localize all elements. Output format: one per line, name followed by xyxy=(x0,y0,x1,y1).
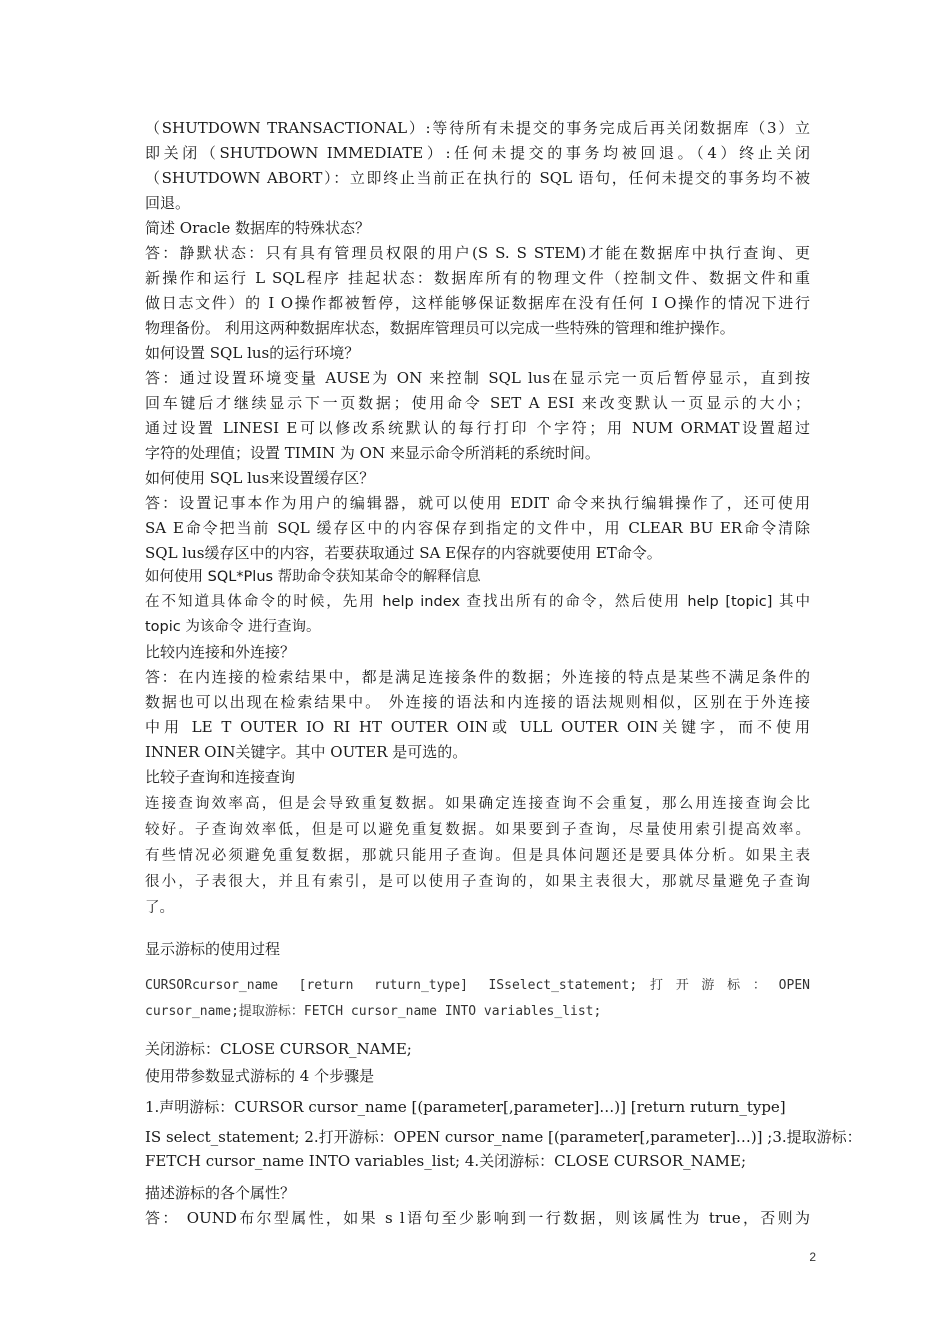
text-line: 新操作和运行 L SQL程序 挂起状态：数据库所有的物理文件（控制文件、数据文件和重 xyxy=(145,269,810,287)
question-heading: 简述 Oracle 数据库的特殊状态？ xyxy=(145,219,371,237)
text-line: FETCH cursor_name INTO variables_list; 4.关闭游标：CLOSE CURSOR_NAME; xyxy=(145,1152,746,1170)
question-heading: 显示游标的使用过程 xyxy=(145,940,281,958)
text-line: 即关闭（SHUTDOWN IMMEDIATE）:任何未提交的事务均被回退。（4）终止关闭 xyxy=(145,144,810,162)
text-line: 数据也可以出现在检索结果中。 外连接的语法和内连接的语法规则相似，区别在于外连接 xyxy=(145,693,810,711)
page-number: 2 xyxy=(809,1250,816,1264)
question-heading: 如何使用 SQL*Plus 帮助命令获知某命令的解释信息 xyxy=(145,569,481,585)
question-heading: 描述游标的各个属性？ xyxy=(145,1184,296,1202)
text-line: （SHUTDOWN TRANSACTIONAL）:等待所有未提交的事务完成后再关闭数据库（3）立 xyxy=(145,119,810,137)
text-line: 很小，子表很大，并且有索引，是可以使用子查询的，如果主表很大，那就尽量避免子查询 xyxy=(145,874,810,890)
question-heading: 比较内连接和外连接？ xyxy=(145,643,296,661)
text-line: 了。 xyxy=(145,900,174,916)
text-line: 在不知道具体命令的时候，先用 help index 查找出所有的命令，然后使用 help [topic] 其中 xyxy=(145,594,810,610)
text-line: 连接查询效率高，但是会导致重复数据。如果确定连接查询不会重复，那么用连接查询会比 xyxy=(145,796,810,812)
text-line: 物理备份。 利用这两种数据库状态，数据库管理员可以完成一些特殊的管理和维护操作。 xyxy=(145,319,735,337)
text-line: SQL lus缓存区中的内容，若要获取通过 SA E保存的内容就要使用 ET命令。 xyxy=(145,544,662,562)
question-heading: 比较子查询和连接查询 xyxy=(145,768,296,786)
text-line: （SHUTDOWN ABORT）：立即终止当前正在执行的 SQL 语句，任何未提交的事务均不被 xyxy=(145,169,810,187)
text-line: 字符的处理值；设置 TIMIN 为 ON 来显示命令所消耗的系统时间。 xyxy=(145,444,600,462)
text-line: 有些情况必须避免重复数据，那就只能用子查询。但是具体问题还是要具体分析。如果主表 xyxy=(145,848,810,864)
text-line: 回车键后才继续显示下一页数据；使用命令 SET A ESI 来改变默认一页显示的大小； xyxy=(145,394,810,412)
text-line: 做日志文件）的 I O操作都被暂停，这样能够保证数据库在没有任何 I O操作的情况下进行 xyxy=(145,294,810,312)
text-line: 中用 LE T OUTER IO RI HT OUTER OIN或 ULL OUTER OIN关键字，而不使用 xyxy=(145,718,810,736)
question-heading: 如何设置 SQL lus的运行环境？ xyxy=(145,344,360,362)
question-heading: 使用带参数显式游标的 4 个步骤是 xyxy=(145,1067,375,1085)
text-line: 答： OUND布尔型属性，如果 s l语句至少影响到一行数据，则该属性为 true，否则为 xyxy=(145,1209,810,1227)
text-line: 关闭游标：CLOSE CURSOR_NAME; xyxy=(145,1040,412,1058)
text-line: 答：在内连接的检索结果中，都是满足连接条件的数据；外连接的特点是某些不满足条件的 xyxy=(145,668,810,686)
text-line: 答：静默状态：只有具有管理员权限的用户(S S. S STEM)才能在数据库中执行查询、更 xyxy=(145,244,810,262)
text-line: 通过设置 LINESI E可以修改系统默认的每行打印 个字符；用 NUM ORMAT设置超过 xyxy=(145,419,810,437)
text-line: 较好。子查询效率低，但是可以避免重复数据。如果要到子查询，尽量使用索引提高效率。 xyxy=(145,822,810,838)
question-heading: 如何使用 SQL lus来设置缓存区？ xyxy=(145,469,375,487)
text-line: IS select_statement; 2.打开游标：OPEN cursor_name [(parameter[,parameter]…)] ;3.提取游标： xyxy=(145,1128,862,1146)
code-line: cursor_name;提取游标：FETCH cursor_name INTO variables_list; xyxy=(145,1004,602,1019)
text-line: SA E命令把当前 SQL 缓存区中的内容保存到指定的文件中，用 CLEAR BU ER命令清除 xyxy=(145,519,810,537)
text-line: 1.声明游标：CURSOR cursor_name [(parameter[,parameter]…)] [return ruturn_type] xyxy=(145,1098,786,1116)
text-line: topic 为该命令 进行查询。 xyxy=(145,619,321,635)
code-line: CURSORcursor_name [return ruturn_type] ISselect_statement;打开游标：OPEN xyxy=(145,978,810,993)
text-line: INNER OIN关键字。其中 OUTER 是可选的。 xyxy=(145,743,468,761)
text-line: 答：通过设置环境变量 AUSE为 ON 来控制 SQL lus在显示完一页后暂停显示，直到按 xyxy=(145,369,810,387)
text-line: 答：设置记事本作为用户的编辑器，就可以使用 EDIT 命令来执行编辑操作了，还可使用 xyxy=(145,494,810,512)
text-line: 回退。 xyxy=(145,194,191,212)
